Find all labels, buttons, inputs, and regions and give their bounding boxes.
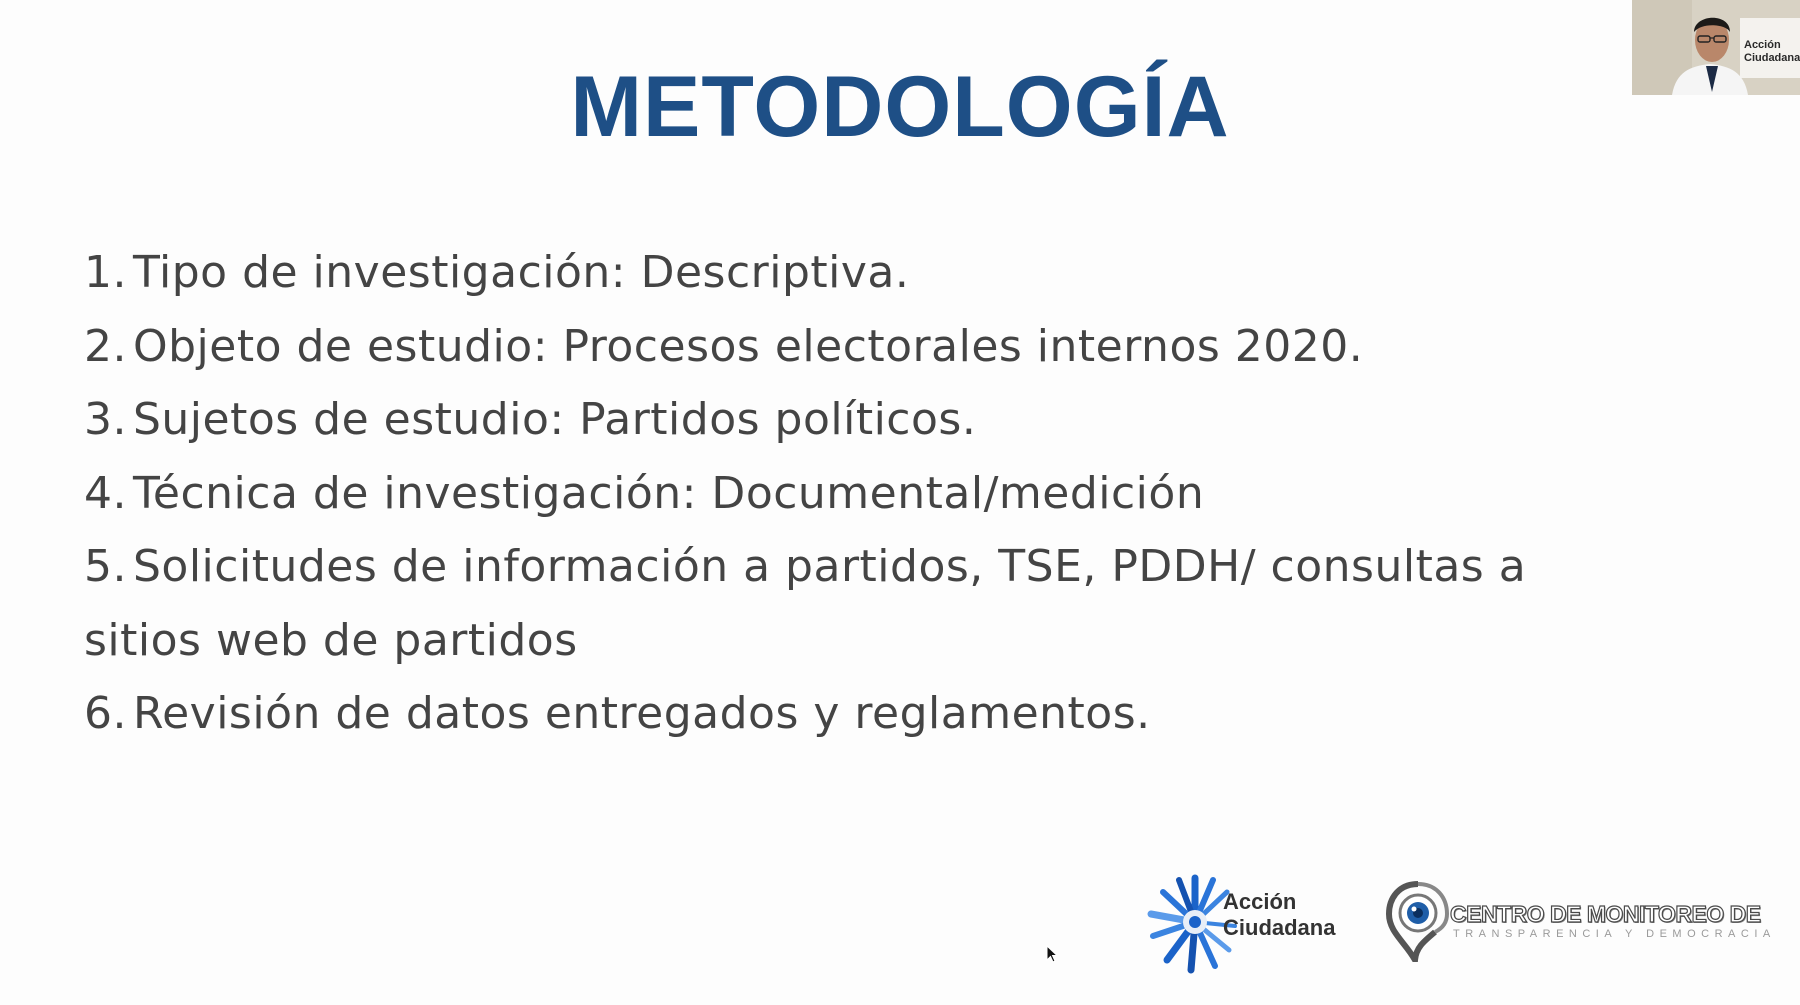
presenter-video-icon bbox=[1632, 0, 1800, 95]
item-number: 6. bbox=[84, 688, 127, 739]
list-item bbox=[84, 310, 1644, 384]
item-number: 4. bbox=[84, 467, 127, 519]
methodology-list bbox=[84, 236, 1644, 751]
item-number: 5. bbox=[84, 541, 127, 592]
accion-ciudadana-wordmark bbox=[1223, 889, 1335, 941]
webcam-sign-line-2: Ciudadana bbox=[1744, 52, 1800, 64]
slide-title: METODOLOGÍA bbox=[570, 59, 1230, 155]
webcam-sign-line-1: Acción bbox=[1744, 39, 1781, 51]
accion-ciudadana-logo bbox=[1145, 870, 1365, 975]
item-number: 1. bbox=[84, 247, 127, 298]
list-item bbox=[84, 457, 1644, 531]
list-item bbox=[84, 677, 1644, 751]
logo-line-1: Acción bbox=[1223, 889, 1297, 914]
list-item bbox=[84, 236, 1644, 310]
item-text: Revisión de datos entregados y reglamentos. bbox=[132, 688, 1151, 739]
item-text: Solicitudes de información a partidos, TSE, PDDH/ consultas a sitios web de partidos bbox=[84, 541, 1527, 666]
item-text: Técnica de investigación: Documental/medición bbox=[132, 467, 1205, 519]
item-number: 2. bbox=[84, 320, 127, 372]
centro-monitoreo-tagline: TRANSPARENCIA Y DEMOCRACIA bbox=[1453, 928, 1776, 940]
item-number: 3. bbox=[84, 394, 127, 445]
item-text: Sujetos de estudio: Partidos políticos. bbox=[132, 394, 977, 445]
list-item bbox=[84, 530, 1644, 677]
webcam-thumbnail[interactable] bbox=[1632, 0, 1800, 95]
logo-line-2: Ciudadana bbox=[1223, 915, 1336, 940]
item-text: Objeto de estudio: Procesos electorales internos 2020. bbox=[132, 320, 1364, 372]
centro-monitoreo-logo bbox=[1385, 880, 1776, 970]
item-text: Tipo de investigación: Descriptiva. bbox=[132, 247, 910, 298]
list-item bbox=[84, 383, 1644, 457]
mouse-cursor-icon bbox=[1046, 945, 1060, 963]
centro-monitoreo-name: CENTRO DE MONITOREO DE bbox=[1450, 901, 1761, 927]
eye-pin-logo-icon bbox=[1385, 880, 1451, 962]
